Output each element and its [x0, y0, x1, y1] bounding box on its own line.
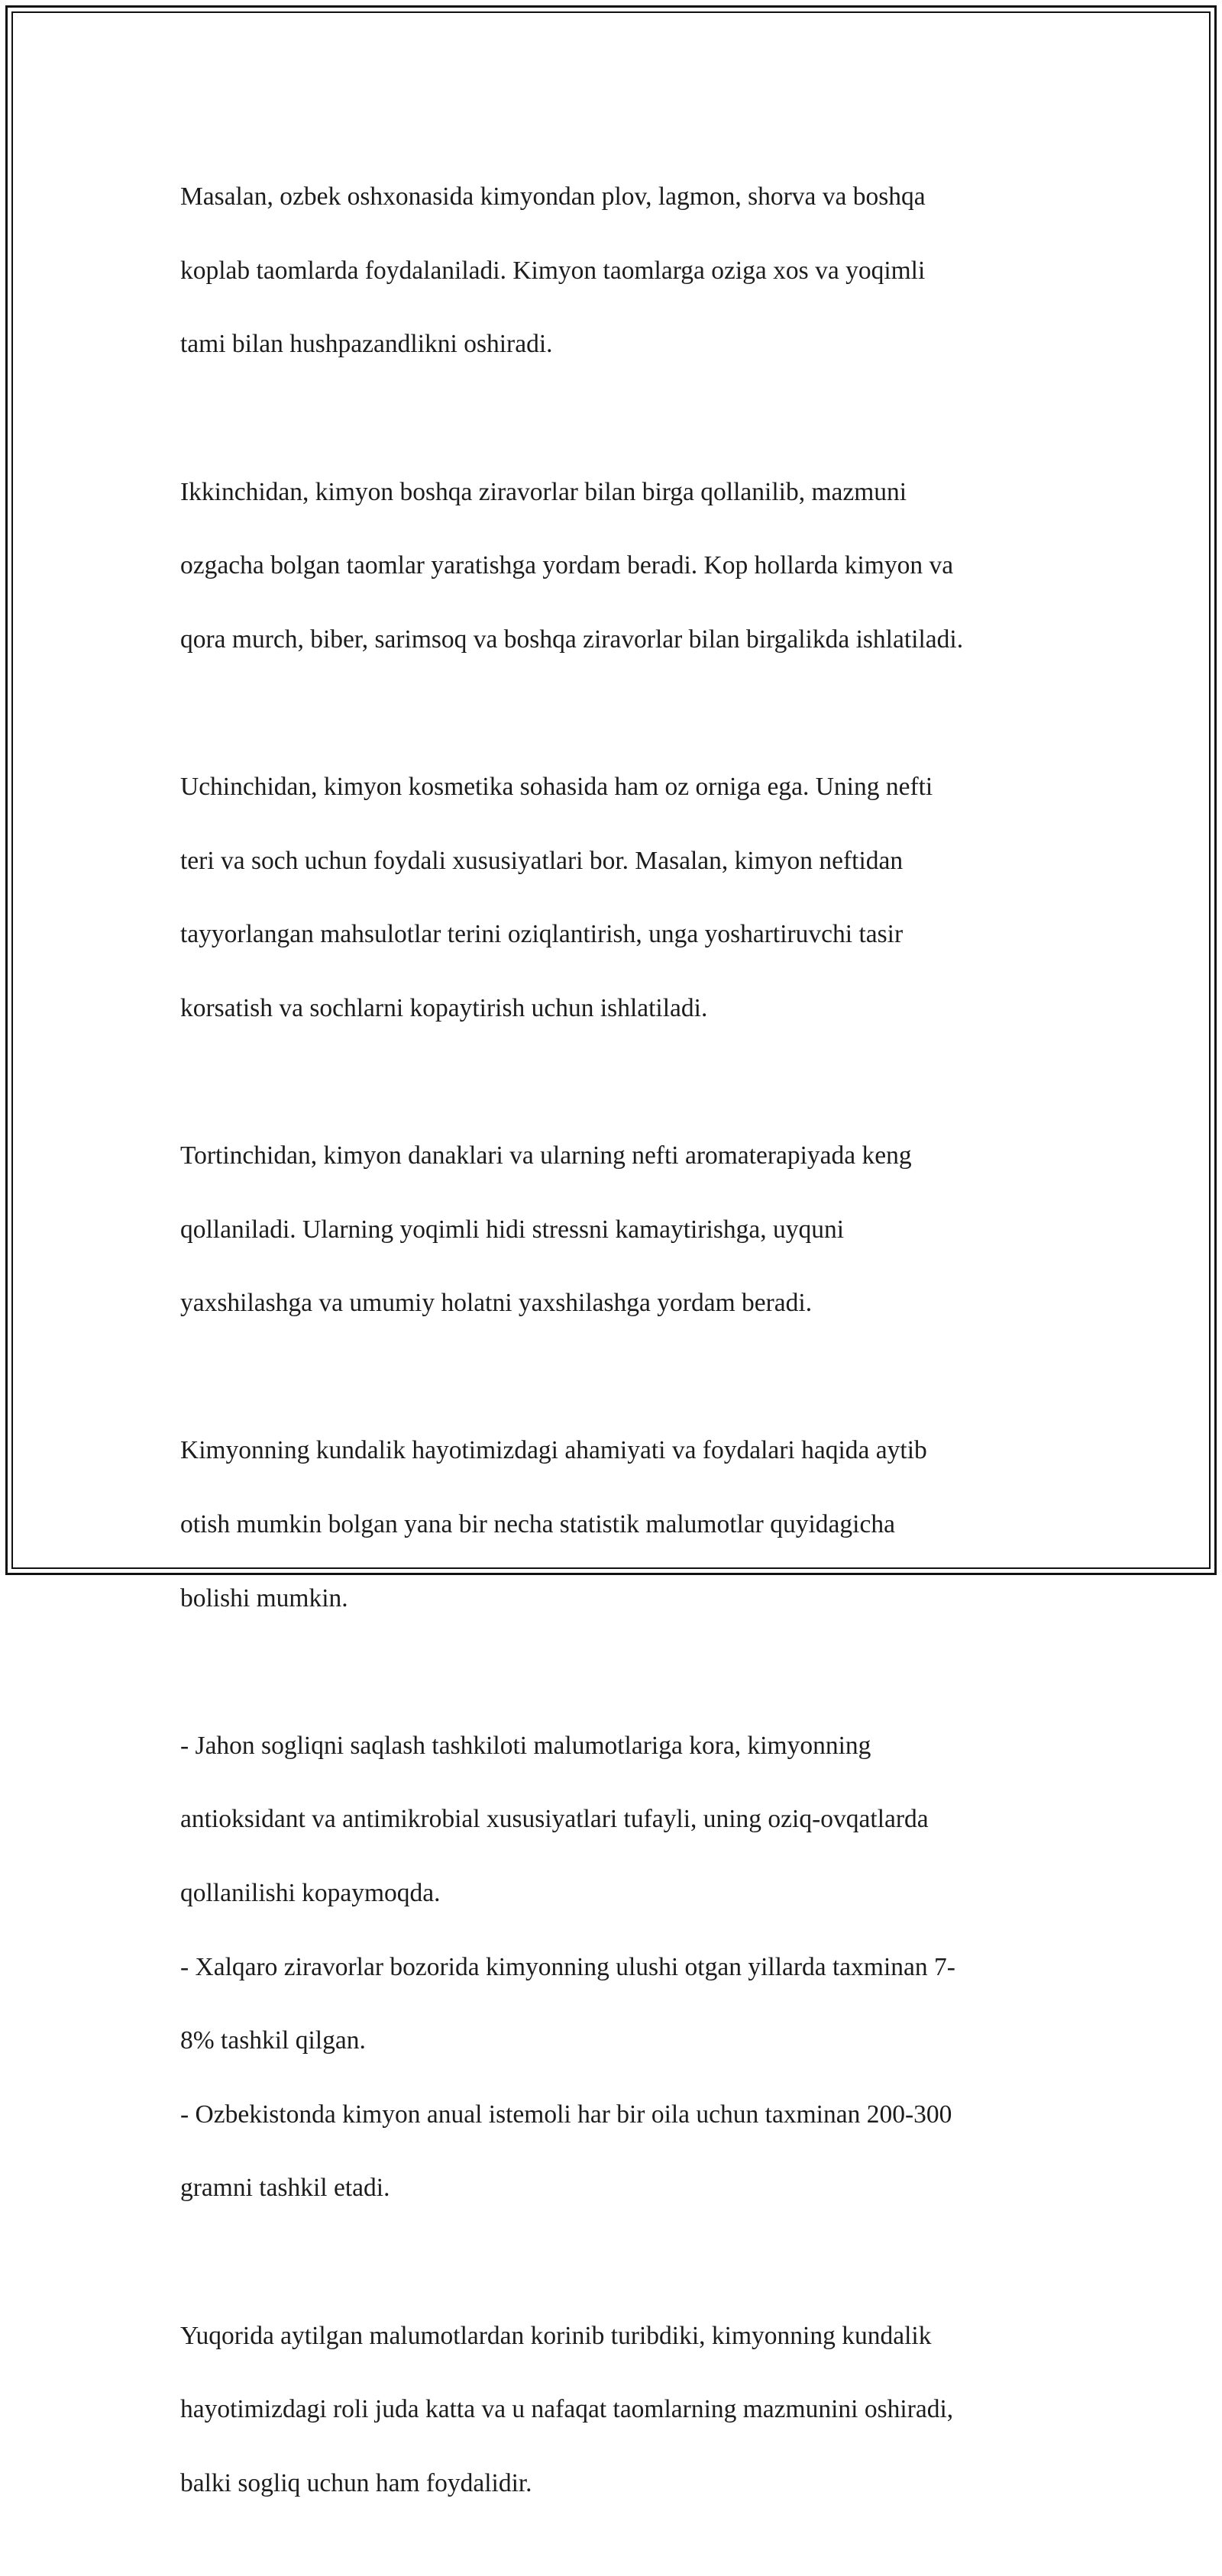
text-line: hayotimizdagi roli juda katta va u nafaqat taomlarning mazmunini oshiradi,	[180, 2395, 954, 2424]
text-line: tayyorlangan mahsulotlar terini oziqlantirish, unga yoshartiruvchi tasir	[180, 920, 904, 949]
paragraph-5	[180, 1396, 1043, 1654]
text-line: bolishi mumkin.	[180, 1583, 348, 1612]
text-line: qollaniladi. Ularning yoqimli hidi stressni kamaytirishga, uyquni	[180, 1215, 845, 1244]
text-line: ozgacha bolgan taomlar yaratishga yordam beradi. Kop hollarda kimyon va	[180, 551, 954, 580]
text-line: Ikkinchidan, kimyon boshqa ziravorlar bilan birga qollanilib, mazmuni	[180, 477, 907, 506]
list-item-line: - Xalqaro ziravorlar bozorida kimyonning ulushi otgan yillarda taxminan 7-	[180, 1952, 955, 1981]
text-line: yaxshilashga va umumiy holatni yaxshilashga yordam beradi.	[180, 1289, 813, 1318]
list-item-line: qollanilishi kopaymoqda.	[180, 1878, 441, 1907]
paragraph-3	[180, 732, 1043, 1064]
text-line: tami bilan hushpazandlikni oshiradi.	[180, 330, 553, 359]
text-line: koplab taomlarda foydalaniladi. Kimyon taomlarga oziga xos va yoqimli	[180, 256, 926, 285]
text-line: balki sogliq uchun ham foydalidir.	[180, 2468, 532, 2497]
list-item-line: antioksidant va antimikrobial xususiyatlari tufayli, uning oziq-ovqatlarda	[180, 1805, 929, 1834]
paragraph-conclusion	[180, 2281, 1043, 2539]
statistics-list	[180, 1690, 1043, 2243]
text-line: otish mumkin bolgan yana bir necha statistik malumotlar quyidagicha	[180, 1509, 895, 1538]
list-item-line: - Ozbekistonda kimyon anual istemoli har bir oila uchun taxminan 200-300	[180, 2100, 952, 2129]
text-line: Uchinchidan, kimyon kosmetika sohasida ham oz orniga ega. Uning nefti	[180, 773, 933, 802]
text-line: teri va soch uchun foydali xususiyatlari bor. Masalan, kimyon neftidan	[180, 846, 904, 875]
list-item-line: 8% tashkil qilgan.	[180, 2026, 366, 2055]
text-line: korsatish va sochlarni kopaytirish uchun ishlatiladi.	[180, 993, 708, 1022]
list-item-line: - Jahon sogliqni saqlash tashkiloti malumotlariga kora, kimyonning	[180, 1731, 871, 1760]
text-line: Yuqorida aytilgan malumotlardan korinib turibdiki, kimyonning kundalik	[180, 2321, 932, 2350]
list-item-line: gramni tashkil etadi.	[180, 2174, 390, 2203]
text-line: Masalan, ozbek oshxonasida kimyondan plov, lagmon, shorva va boshqa	[180, 182, 926, 211]
paragraph-1	[180, 142, 1043, 400]
text-line: qora murch, biber, sarimsoq va boshqa ziravorlar bilan birgalikda ishlatiladi.	[180, 625, 964, 654]
document-body	[180, 142, 1043, 2576]
text-line: Kimyonning kundalik hayotimizdagi ahamiyati va foydalari haqida aytib	[180, 1436, 927, 1465]
text-line: Tortinchidan, kimyon danaklari va ularning nefti aromaterapiyada keng	[180, 1141, 912, 1170]
paragraph-4	[180, 1101, 1043, 1359]
paragraph-2	[180, 437, 1043, 695]
